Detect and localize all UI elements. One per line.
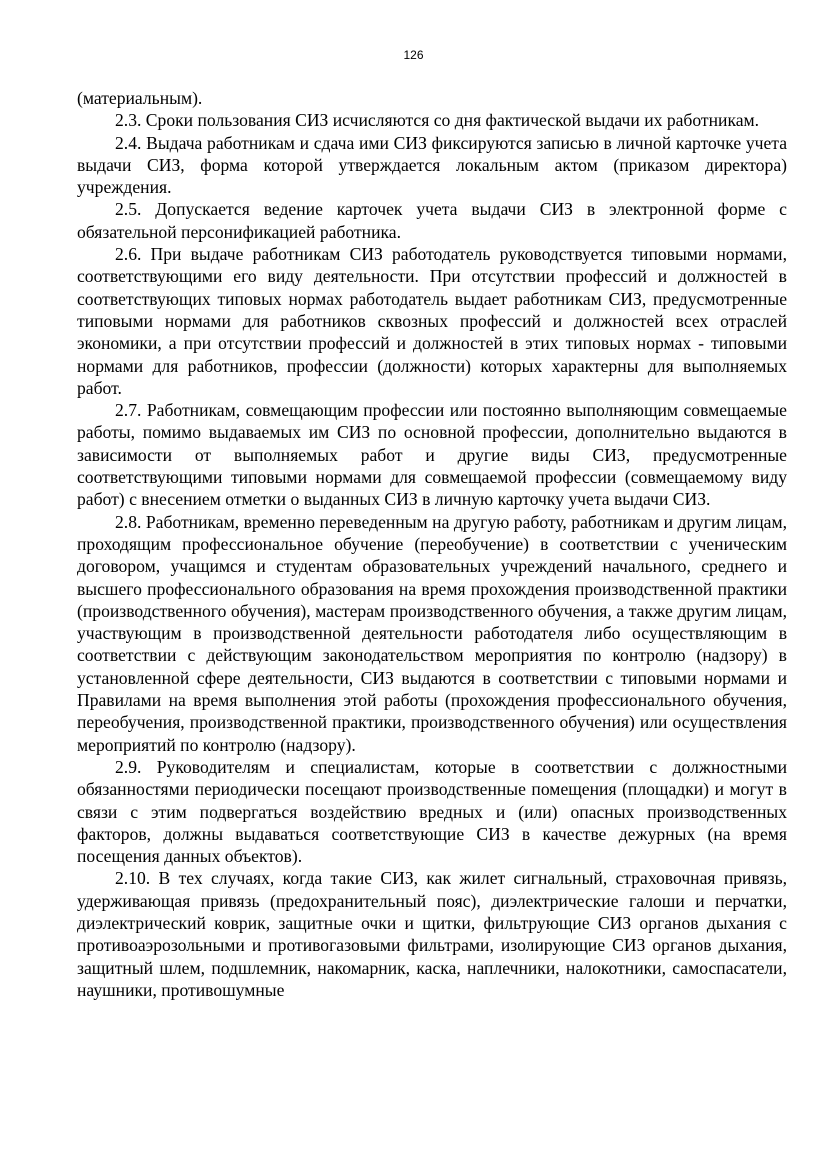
paragraph-2-3: 2.3. Сроки пользования СИЗ исчисляются со дня фактической выдачи их работникам.	[115, 110, 760, 131]
paragraph-continuation: (материальным).	[77, 88, 203, 108]
document-body	[77, 87, 787, 1001]
page-number: 126	[403, 48, 424, 62]
paragraph-2-8: 2.8. Работникам, временно переведенным на другую работу, работникам и другим лицам, проходящим профессиональное обучение (переобучение) в соответствии с ученическим договором, учащимся и студентам образовательных учреждений начального, среднего и высшего профессионального образования на время прохождения производственной практики (производственного обучения), мастерам производственного обучения, а также другим лицам, участвующим в производственной деятельности работодателя либо осуществляющим в соответствии с действующим законодательством мероприятия по контролю (надзору) в установленной сфере деятельности, СИЗ выдаются в соответствии с типовыми нормами и Правилами на время выполнения этой работы (прохождения профессионального обучения, переобучения, производственной практики, производственного обучения) или осуществления мероприятий по контролю (надзору).	[77, 511, 787, 755]
paragraph-2-7: 2.7. Работникам, совмещающим профессии или постоянно выполняющим совмещаемые работы, помимо выдаваемых им СИЗ по основной профессии, дополнительно выдаются в зависимости от выполняемых работ и другие виды СИЗ, предусмотренные соответствующими типовыми нормами для совмещаемой профессии (совмещаемому виду работ) с внесением отметки о выданных СИЗ в личную карточку учета выдачи СИЗ.	[77, 400, 787, 510]
paragraph-2-9: 2.9. Руководителям и специалистам, которые в соответствии с должностными обязанностями периодически посещают производственные помещения (площадки) и могут в связи с этим подвергаться воздействию вредных и (или) опасных производственных факторов, должны выдаваться соответствующие СИЗ в качестве дежурных (на время посещения данных объектов).	[77, 756, 787, 867]
paragraph-2-6: 2.6. При выдаче работникам СИЗ работодатель руководствуется типовыми нормами, соответствующими его виду деятельности. При отсутствии профессий и должностей в соответствующих типовых нормах работодатель выдает работникам СИЗ, предусмотренные типовыми нормами для работников сквозных профессий и должностей всех отраслей экономики, а при отсутствии профессий и должностей в этих типовых нормах - типовыми нормами для работников, профессии (должности) которых характерны для выполняемых работ.	[77, 244, 787, 398]
paragraph-2-4: 2.4. Выдача работникам и сдача ими СИЗ фиксируются записью в личной карточке учета выдачи СИЗ, форма которой утверждается локальным актом (приказом директора) учреждения.	[77, 132, 787, 198]
paragraph-2-5: 2.5. Допускается ведение карточек учета выдачи СИЗ в электронной форме с обязательной персонификацией работника.	[77, 199, 787, 242]
paragraph-2-10: 2.10. В тех случаях, когда такие СИЗ, как жилет сигнальный, страховочная привязь, удерживающая привязь (предохранительный пояс), диэлектрические галоши и перчатки, диэлектрический коврик, защитные очки и щитки, фильтрующие СИЗ органов дыхания с противоаэрозольными и противогазовыми фильтрами, изолирующие СИЗ органов дыхания, защитный шлем, подшлемник, накомарник, каска, наплечники, налокотники, самоспасатели, наушники, противошумные	[77, 868, 787, 1000]
